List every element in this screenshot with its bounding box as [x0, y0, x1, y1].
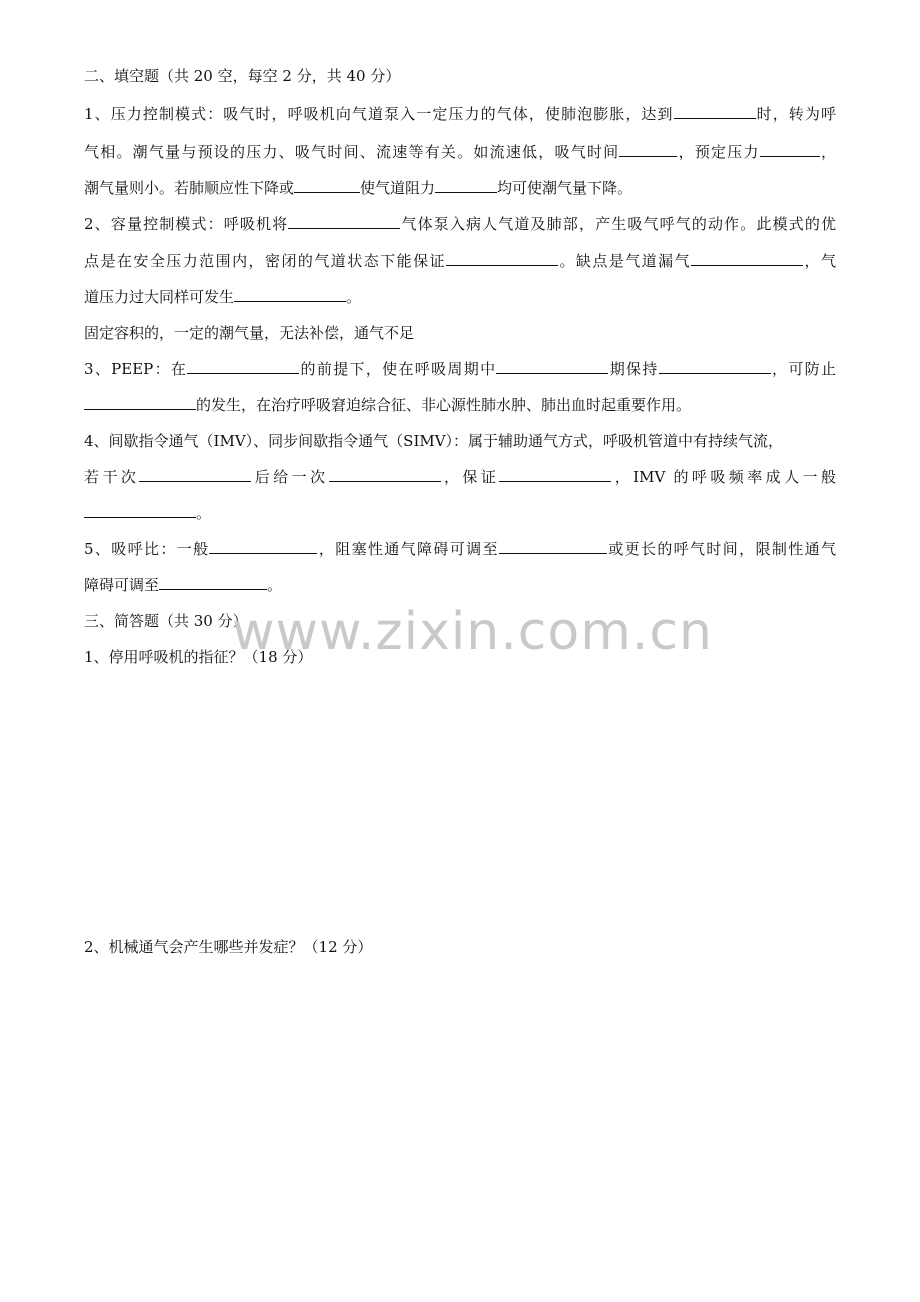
answer-blank[interactable]: [209, 539, 317, 554]
answer-blank[interactable]: [84, 395, 196, 410]
q5-line1: 5、吸呼比：一般 ，阻塞性通气障碍可调至 或更长的呼气时间，限制性通气: [84, 540, 836, 558]
short-question-1: 1、停用呼吸机的指征？（18 分）: [84, 648, 313, 666]
answer-blank[interactable]: [159, 575, 267, 590]
answer-blank[interactable]: [499, 467, 611, 482]
answer-blank[interactable]: [496, 359, 608, 374]
q3-line1: 3、PEEP：在 的前提下，使在呼吸周期中 期保持 ，可防止: [84, 360, 836, 378]
short-question-2: 2、机械通气会产生哪些并发症？（12 分）: [84, 938, 373, 956]
q4-line3: 。: [84, 503, 836, 523]
q2-line2: 点是在安全压力范围内，密闭的气道状态下能保证 。缺点是气道漏气 ，气: [84, 252, 836, 270]
q3-line2: 的发生，在治疗呼吸窘迫综合征、非心源性肺水肿、肺出血时起重要作用。: [84, 395, 836, 415]
q1-line1: 1、压力控制模式：吸气时，呼吸机向气道泵入一定压力的气体，使肺泡膨胀，达到 时，转为呼: [84, 105, 836, 123]
q4-line1: 4、间歇指令通气（IMV）、同步间歇指令通气（SIMV）：属于辅助通气方式，呼吸机管道中有持续气流，: [84, 432, 784, 450]
q2-line1: 2、容量控制模式：呼吸机将 气体泵入病人气道及肺部，产生吸气呼气的动作。此模式的优: [84, 215, 836, 233]
answer-blank[interactable]: [294, 178, 360, 193]
answer-blank[interactable]: [288, 214, 400, 229]
watermark: www.zixin.com.cn: [232, 602, 713, 662]
answer-blank[interactable]: [139, 467, 251, 482]
q1-line3: 潮气量则小。若肺顺应性下降或 使气道阻力 均可使潮气量下降。: [84, 179, 633, 197]
answer-blank[interactable]: [446, 251, 558, 266]
answer-blank[interactable]: [234, 287, 346, 302]
answer-blank[interactable]: [760, 142, 820, 157]
answer-blank[interactable]: [435, 178, 497, 193]
answer-blank[interactable]: [329, 467, 441, 482]
q5-line2: 障碍可调至 。: [84, 576, 283, 594]
handwritten-note: 固定容积的，一定的潮气量，无法补偿，通气不足: [84, 324, 415, 342]
answer-blank[interactable]: [499, 539, 607, 554]
q1-line2: 气相。潮气量与预设的压力、吸气时间、流速等有关。如流速低，吸气时间 ，预定压力 ，: [84, 143, 836, 161]
q2-line3: 道压力过大同样可发生 。: [84, 288, 362, 306]
answer-blank[interactable]: [674, 104, 756, 119]
answer-blank[interactable]: [187, 359, 299, 374]
section2-title: 二、填空题（共 20 空，每空 2 分，共 40 分）: [84, 67, 401, 85]
answer-blank[interactable]: [659, 359, 771, 374]
answer-blank[interactable]: [691, 251, 803, 266]
section3-title: 三、简答题（共 30 分）: [84, 612, 248, 630]
answer-blank[interactable]: [84, 503, 196, 518]
answer-blank[interactable]: [619, 142, 677, 157]
q4-line2: 若干次 后给一次 ，保证 ，IMV 的呼吸频率成人一般: [84, 468, 836, 486]
